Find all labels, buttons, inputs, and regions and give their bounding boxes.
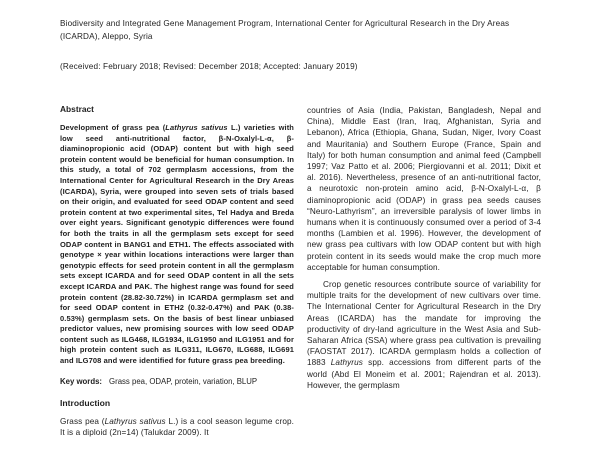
two-column-body [60, 100, 542, 450]
abstract-body: Development of grass pea (Lathyrus sativus L.) varieties with low seed anti-nutritional factor, β-N-Oxalyl-L-α, β-diaminopropionic acid (ODAP) content but with high seed protein content would be beneficial for human consumption. In this study, a total of 702 germplasm accessions, from the International Center for Agricultural Research in the Dry Areas (ICARDA), Syria, were grouped into seven sets of trials based on their origin, and evaluated for seed ODAP content and seed protein content at two experimental sites, Tel Hadya and Breda over eight years. Significant genotypic differences were found for both the traits in all the germplasm sets except for seed ODAP content in BANG1 and ETH1. The effects associated with genotype × year within locations interactions were larger than genotypic effects for seed protein content in all the germplasm sets except ICARDA and for seed ODAP content in all the sets except ICARDA and PAK. The highest range was found for seed protein content (28.82-30.72%) in ICARDA germplasm set and for seed ODAP content in ETH2 (0.32-0.47%) and PAK (0.38-0.53%) germplasm sets. On the basis of best linear unbiased predictor values, new promising sources with low seed ODAP content such as ILG468, ILG1934, ILG1950 and ILG1951 and for high protein content such as ILG311, ILG670, ILG688, ILG691 and ILG708 and were identified for future grass pea breeding. [60, 123, 294, 366]
keywords-line [60, 377, 294, 388]
right-column-paragraph-2: Crop genetic resources contribute source of variability for multiple traits for the development of new cultivars over time. The International Center for Agricultural Research in the Dry Areas (ICARDA) has the mandate for improving the productivity of dry-land agriculture in the West Asia and Sub-Saharan Africa (SSA) where grass pea cultivation is prevailing (FAOSTAT 2017). ICARDA germplasm holds a collection of 1883 Lathyrus spp. accessions from different parts of the world (Abd El Moneim et al. 2001; Rajendran et al. 2013). However, the germplasm [307, 280, 541, 390]
left-column [60, 100, 294, 450]
dates-line: (Received: February 2018; Revised: December 2018; Accepted: January 2019) [60, 62, 358, 71]
right-column [307, 100, 541, 450]
affiliation-line: Biodiversity and Integrated Gene Management Program, International Center for Agricultural Research in the Dry Areas (ICARDA), Aleppo, Syria [60, 19, 510, 41]
keywords-label: Key words: [60, 376, 103, 386]
abstract-heading: Abstract [60, 104, 94, 114]
introduction-body: Grass pea (Lathyrus sativus L.) is a cool season legume crop. It is a diploid (2n=14) (Talukdar 2009). It [60, 417, 295, 438]
introduction-heading: Introduction [60, 398, 111, 409]
right-column-paragraph-1: countries of Asia (India, Pakistan, Bangladesh, Nepal and China), Middle East (Iran, Iraq, Afghanistan, Syria and Lebanon), Africa (Ethiopia, Ghana, Sudan, Niger, Ivory Coast and Mauritania) and Southern Europe (France, Spain and Italy) for both human consumption and animal feed (Campbell 1997; Vaz Patto et al. 2006; Piergiovanni et al. 2011; Dixit et al. 2016). Nevertheless, presence of an anti-nutritional factor, a neurotoxic non-protein amino acid, β-N-Oxalyl-L-α, β diaminopropionic acid (ODAP) in grass pea seeds causes “Neuro-Lathyrism”, an irreversible paralysis of lower limbs in humans when it is continuously consumed over a period of 3-4 months (Lambien et al. 1996). However, the development of new grass pea cultivars with low ODAP content but with high protein content in its seeds would make the crop much more acceptable for human consumption. [307, 106, 541, 272]
keywords-value: Grass pea, ODAP, protein, variation, BLUP [109, 376, 258, 386]
